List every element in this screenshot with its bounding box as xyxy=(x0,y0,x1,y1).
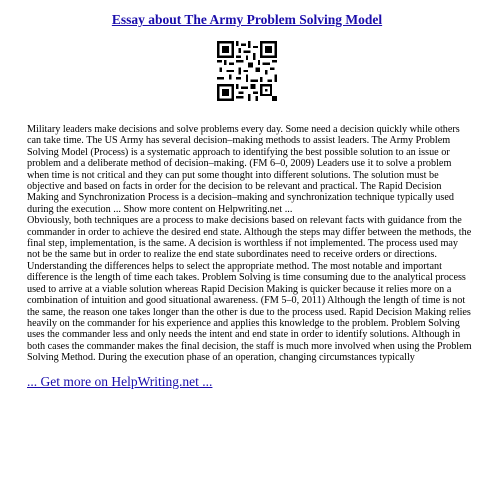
qr-code-icon xyxy=(217,41,277,101)
essay-title[interactable]: Essay about The Army Problem Solving Model xyxy=(111,12,383,27)
essay-body: Military leaders make decisions and solve problems every day. Some need a decision quickly while others can take time. The US Army has several decision–making methods to assist leaders. The Army Problem Solving Model (Process) is a systematic approach to identifying the best possible solution to an issue or problem and a deliberate method of decision–making. (FM 6–0, 2009) Leaders use it to solve a problem when time is not critical and they can put some thought into different solutions. The solution must be objective and based on facts in order for the decision to be relevant and practical. The Rapid Decision Making and Synchronization Process is a decision–making and synchronization technique typically used during the execution ... Show more content on Helpwriting.net ... Obviously, both techniques are a process to make decisions based on relevant facts with guidance from the commander in order to achieve the desired end state. Although the steps may differ between the methods, the final step, implementation, is the same. A decision is worthless if not implemented. The process used may not be the same but in order to realize the end state subordinates need to receive orders or directions. Understanding the differences helps to select the appropriate method. The most notable and important difference is the length of time each takes. Problem Solving is time consuming due to the analytical process used to arrive at a viable solution whereas Rapid Decision Making is quicker because it relies more on a combination of intuition and good situational awareness. (FM 5–0, 2011) Although the length of time is not the same, the reason one takes longer than the other is due to the process used. Rapid Decision Making relies heavily on the commander for his experience and applies this knowledge to the problem. Problem Solving uses the commander less and only needs the intent and end state in order to identify solutions. Although in both cases the commander makes the final decision, the staff is much more involved when using the Problem Solving Method. During the execution phase of an operation, changing circumstances typically xyxy=(27,124,472,364)
get-more-link[interactable]: ... Get more on HelpWriting.net ... xyxy=(27,374,213,389)
